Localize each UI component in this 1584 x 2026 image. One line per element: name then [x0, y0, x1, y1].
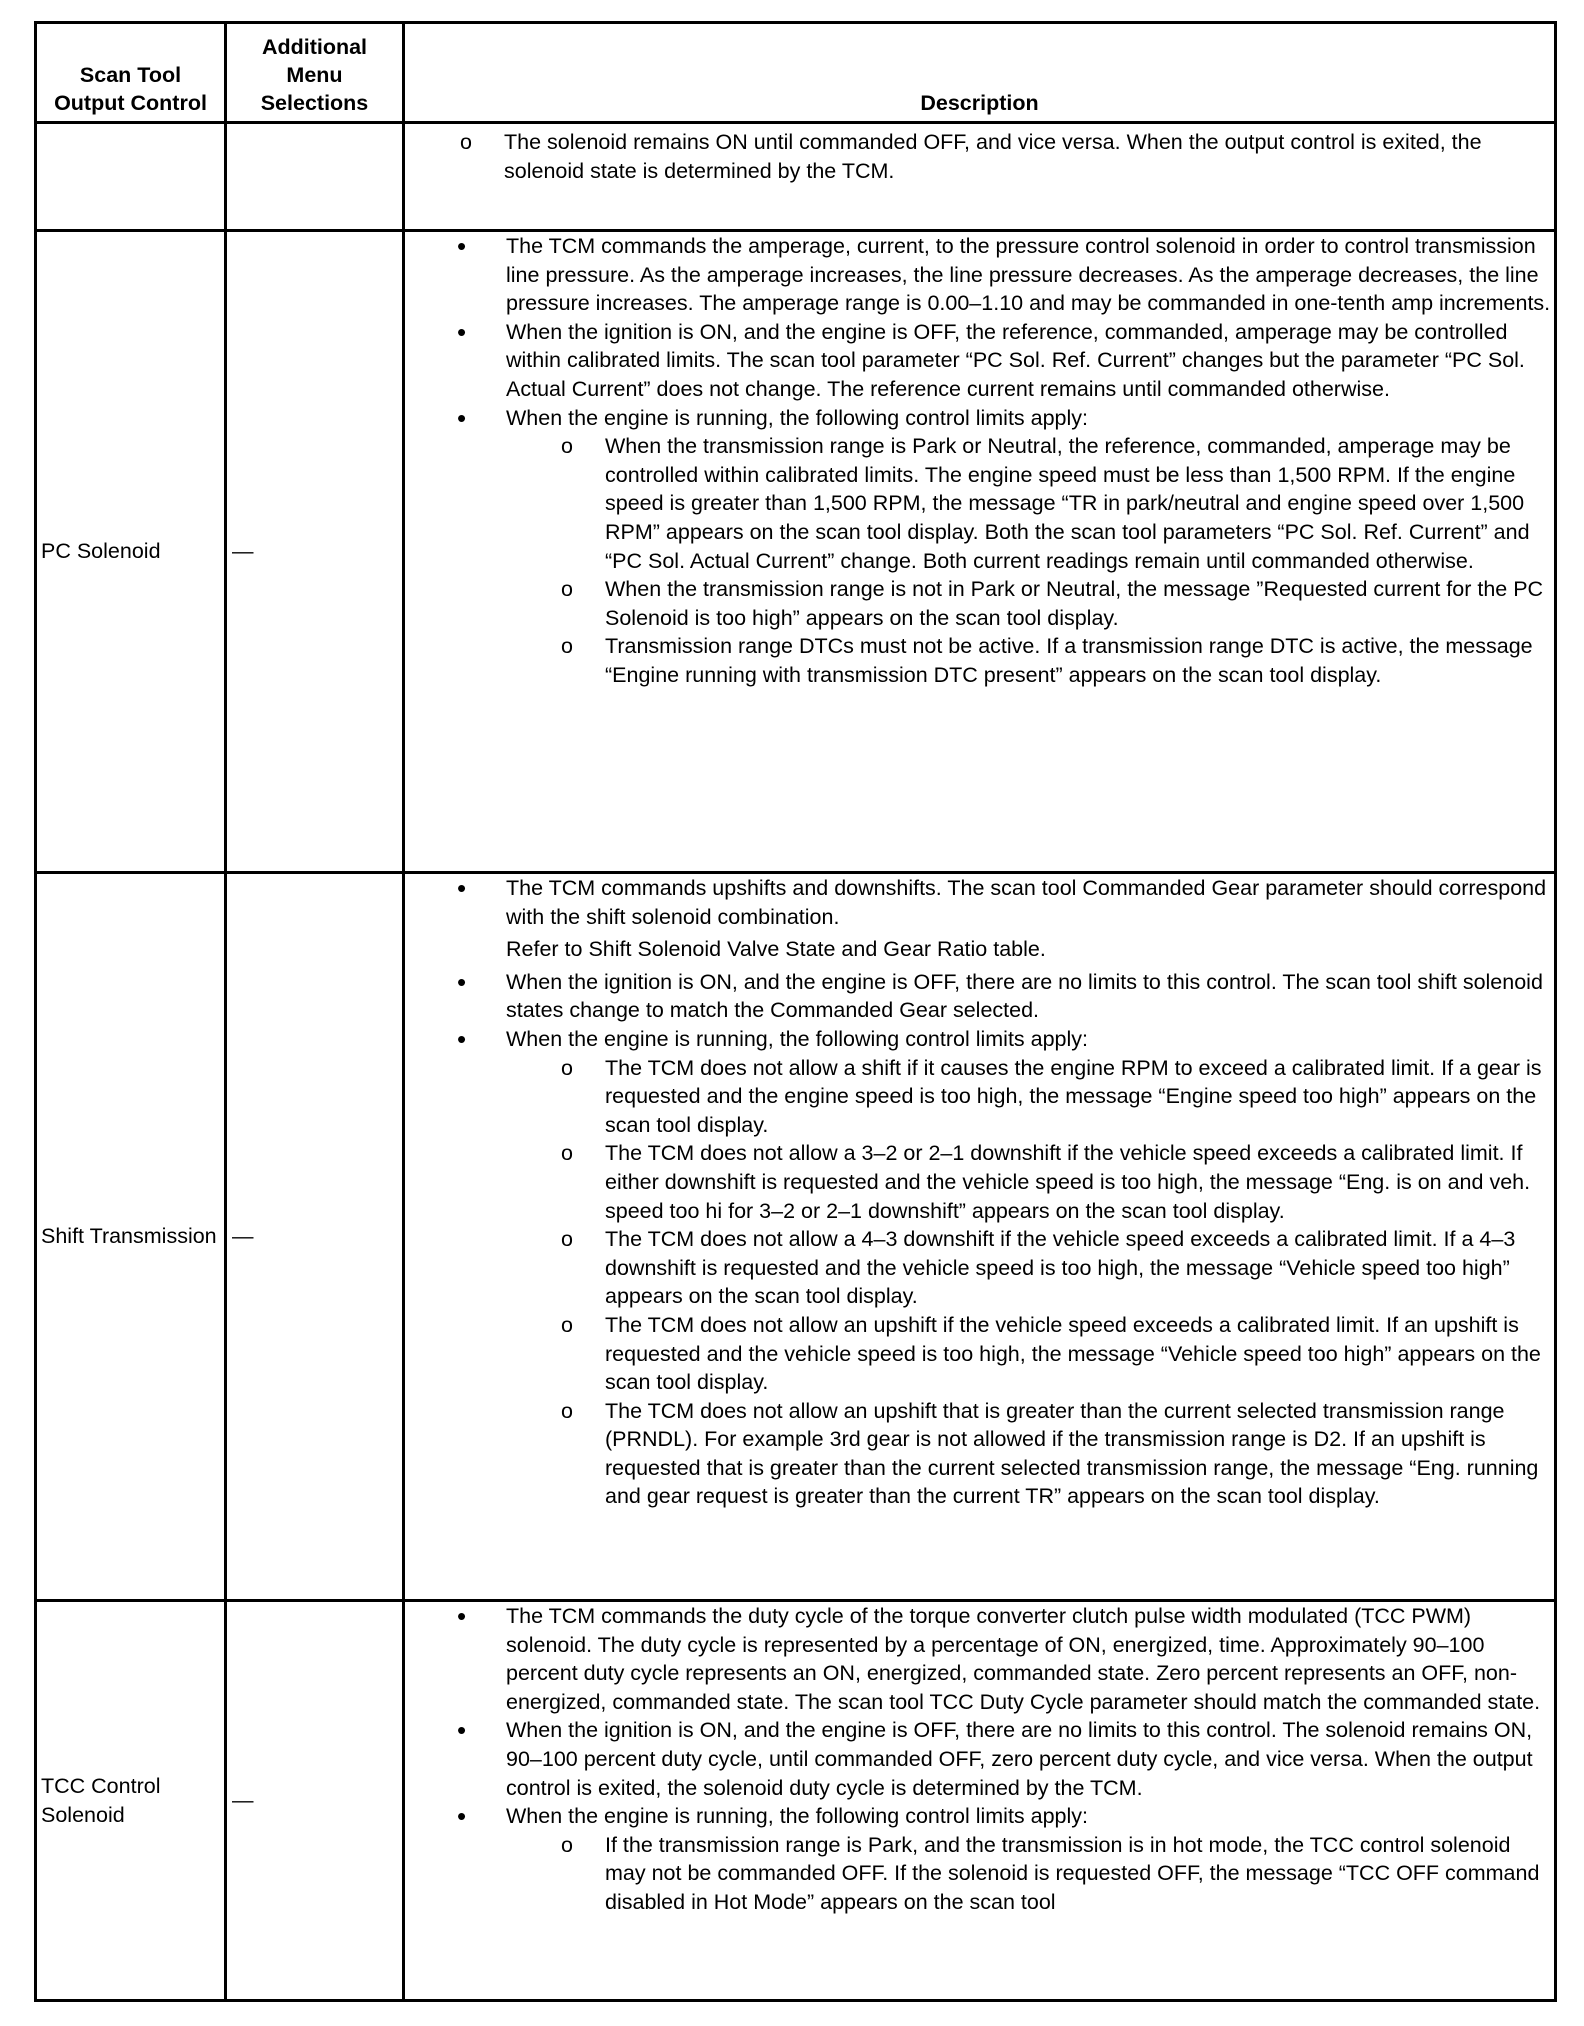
header-scan-tool-output-control: Scan Tool Output Control	[36, 23, 226, 123]
row-menu-cell: —	[226, 231, 404, 873]
bullet-list	[405, 1602, 1554, 1917]
bullet-item: • The TCM commands the amperage, current, to the pressure control solenoid in order to control transmission line pressure. As the amperage increases, the line pressure decreases. As the amperage decreases, the line pressure increases. The amperage range is 0.00–1.10 and may be commanded in one-tenth amp increments.	[405, 232, 1554, 318]
sub-bullet-item: o When the transmission range is Park or Neutral, the reference, commanded, amperage may be controlled within calibrated limits. The engine speed must be less than 1,500 RPM. If the engine speed is greater than 1,500 RPM, the message “TR in park/neutral and engine speed over 1,500 RPM” appears on the scan tool display. Both the scan tool parameters “PC Sol. Ref. Current” and “PC Sol. Actual Current” change. Both current readings remain until commanded otherwise.	[405, 432, 1554, 575]
bullet-item: • When the ignition is ON, and the engine is OFF, there are no limits to this control. The scan tool shift solenoid states change to match the Commanded Gear selected.	[405, 968, 1554, 1025]
row-description	[404, 123, 1556, 231]
row-description	[404, 1601, 1556, 2001]
table-row	[36, 231, 1556, 873]
sub-bullet-item: o If the transmission range is Park, and the transmission is in hot mode, the TCC control solenoid may not be commanded OFF. If the solenoid is requested OFF, the message “TCC OFF command disabled in Hot Mode” appears on the scan tool	[405, 1831, 1554, 1917]
sub-bullet-item: o The TCM does not allow a shift if it causes the engine RPM to exceed a calibrated limit. If a gear is requested and the engine speed is too high, the message “Engine speed too high” appears on the scan tool display.	[405, 1054, 1554, 1140]
sub-bullet-list	[506, 1831, 1554, 1917]
sub-bullet-item: o Transmission range DTCs must not be active. If a transmission range DTC is active, the message “Engine running with transmission DTC present” appears on the scan tool display.	[405, 632, 1554, 689]
header-additional-menu-selections: Additional Menu Selections	[226, 23, 404, 123]
sub-bullet-item: o The TCM does not allow an upshift if the vehicle speed exceeds a calibrated limit. If an upshift is requested and the vehicle speed is too high, the message “Vehicle speed too high” appears on the scan tool display.	[405, 1311, 1554, 1397]
bullet-item: • When the engine is running, the following control limits apply: o If the transmission range is Park, and the transmission is in hot mode, the TCC control solenoid may not be commanded OFF. If the solenoid is requested OFF, the message “TCC OFF command disabled in Hot Mode” appears on the scan tool	[405, 1802, 1554, 1916]
document-page	[34, 21, 1554, 2001]
header-row	[36, 23, 1556, 123]
header-description: Description	[404, 23, 1556, 123]
sub-bullet-item: o The solenoid remains ON until commanded OFF, and vice versa. When the output control is exited, the solenoid state is determined by the TCM.	[304, 128, 1554, 185]
row-name-cell: PC Solenoid	[36, 231, 226, 873]
row-description	[404, 873, 1556, 1601]
sub-bullet-item: o The TCM does not allow a 3–2 or 2–1 downshift if the vehicle speed exceeds a calibrated limit. If either downshift is requested and the vehicle speed is too high, the message “Eng. is on and veh. speed too hi for 3–2 or 2–1 downshift” appears on the scan tool display.	[405, 1139, 1554, 1225]
bullet-list	[405, 232, 1554, 690]
bullet-list	[405, 874, 1554, 931]
row-name-cell: TCC Control Solenoid	[36, 1601, 226, 2001]
table-row	[36, 1601, 1556, 2001]
sub-bullet-item: o When the transmission range is not in Park or Neutral, the message ”Requested current for the PC Solenoid is too high” appears on the scan tool display.	[405, 575, 1554, 632]
row-menu-cell: —	[226, 873, 404, 1601]
bullet-item: • When the engine is running, the following control limits apply: o The TCM does not allow a shift if it causes the engine RPM to exceed a calibrated limit. If a gear is requested and the engine speed is too high, the message “Engine speed too high” appears on the scan tool display. o The TCM does not allow a 3–2 or 2–1 downshift if the vehicle speed exceeds a calibrated limit. If either downshift is requested and the vehicle speed is too high, the message “Eng. is on and veh. speed too hi for 3–2 or 2–1 downshift” appears on the scan tool display. o The TCM does not allow a 4–3 downshift if the vehicle speed exceeds a calibrated limit. If a 4–3 downshift is requested and the vehicle speed is too high, the message “Vehicle speed too high” appears on the scan tool display. o The TCM does not allow an upshift if the vehicle speed exceeds a calibrated limit. If an upshift is requested and the vehicle speed is too high, the message “Vehicle speed too high” appears on the scan tool display. o The TCM does not allow an upshift that is greater than the current selected transmission range (PRNDL). For example 3rd gear is not allowed if the transmission range is D2. If an upshift is requested that is greater than the current selected transmission range, the message “Eng. running and gear request is greater than the current TR” appears on the scan tool display.	[405, 1025, 1554, 1511]
table-row	[36, 123, 1556, 231]
sub-bullet-item: o The TCM does not allow a 4–3 downshift if the vehicle speed exceeds a calibrated limit. If a 4–3 downshift is requested and the vehicle speed is too high, the message “Vehicle speed too high” appears on the scan tool display.	[405, 1225, 1554, 1311]
sub-bullet-list	[506, 1054, 1554, 1512]
row-description	[404, 231, 1556, 873]
table-row	[36, 873, 1556, 1601]
bullet-item: • When the ignition is ON, and the engine is OFF, the reference, commanded, amperage may be controlled within calibrated limits. The scan tool parameter “PC Sol. Ref. Current” changes but the parameter “PC Sol. Actual Current” does not change. The reference current remains until commanded otherwise.	[405, 318, 1554, 404]
bullet-list	[405, 968, 1554, 1511]
bullet-item: • When the engine is running, the following control limits apply: o When the transmission range is Park or Neutral, the reference, commanded, amperage may be controlled within calibrated limits. The engine speed must be less than 1,500 RPM. If the engine speed is greater than 1,500 RPM, the message “TR in park/neutral and engine speed over 1,500 RPM” appears on the scan tool display. Both the scan tool parameters “PC Sol. Ref. Current” and “PC Sol. Actual Current” change. Both current readings remain until commanded otherwise. o When the transmission range is not in Park or Neutral, the message ”Requested current for the PC Solenoid is too high” appears on the scan tool display. o Transmission range DTCs must not be active. If a transmission range DTC is active, the message “Engine running with transmission DTC present” appears on the scan tool display.	[405, 404, 1554, 690]
bullet-item: • The TCM commands upshifts and downshifts. The scan tool Commanded Gear parameter should correspond with the shift solenoid combination.	[405, 874, 1554, 931]
sub-bullet-list	[506, 432, 1554, 689]
reference-note: Refer to Shift Solenoid Valve State and Gear Ratio table.	[506, 937, 1046, 962]
row-name-cell: Shift Transmission	[36, 873, 226, 1601]
row-name-cell	[36, 123, 226, 231]
row-menu-cell: —	[226, 1601, 404, 2001]
sub-bullet-item: o The TCM does not allow an upshift that is greater than the current selected transmission range (PRNDL). For example 3rd gear is not allowed if the transmission range is D2. If an upshift is requested that is greater than the current selected transmission range, the message “Eng. running and gear request is greater than the current TR” appears on the scan tool display.	[405, 1397, 1554, 1511]
bullet-item: • When the ignition is ON, and the engine is OFF, there are no limits to this control. The solenoid remains ON, 90–100 percent duty cycle, until commanded OFF, zero percent duty cycle, and vice versa. When the output control is exited, the solenoid duty cycle is determined by the TCM.	[405, 1716, 1554, 1802]
sub-bullet-list	[405, 128, 1554, 185]
bullet-item: • The TCM commands the duty cycle of the torque converter clutch pulse width modulated (TCC PWM) solenoid. The duty cycle is represented by a percentage of ON, energized, time. Approximately 90–100 percent duty cycle represents an ON, energized, commanded state. Zero percent represents an OFF, non-energized, commanded state. The scan tool TCC Duty Cycle parameter should match the commanded state.	[405, 1602, 1554, 1716]
output-control-table	[34, 21, 1557, 2002]
